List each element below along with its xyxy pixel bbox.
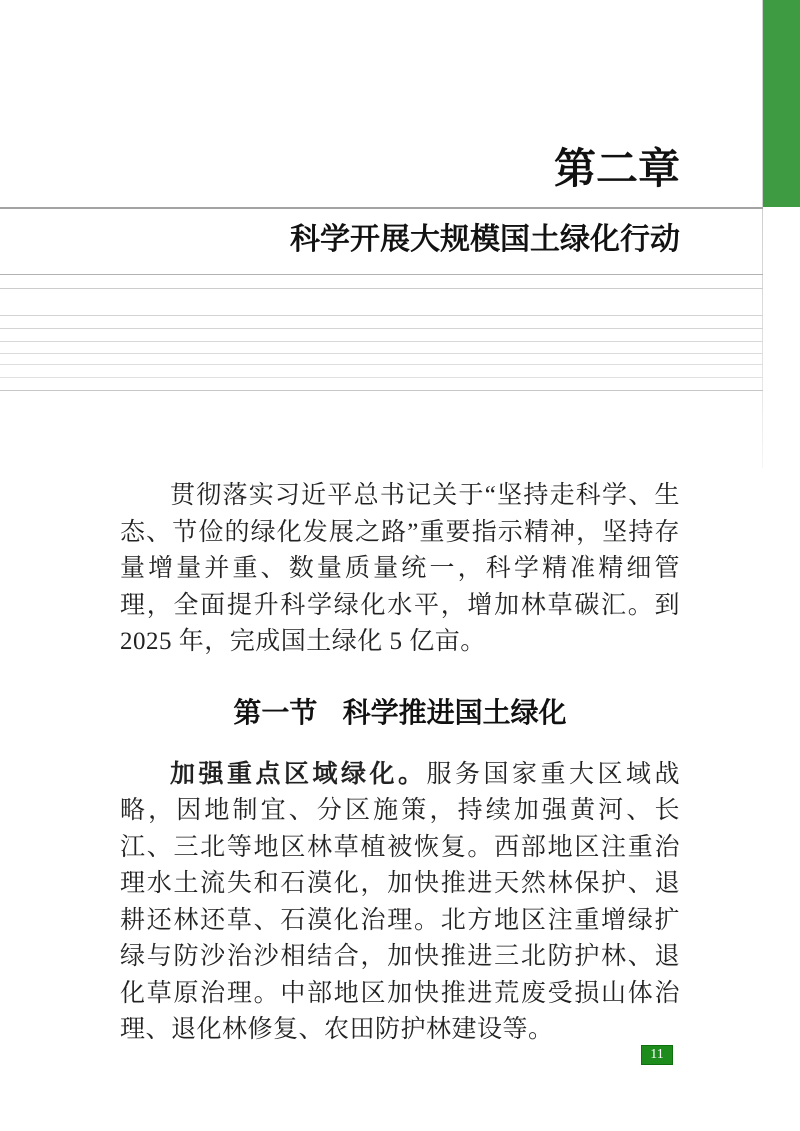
intro-paragraph: 贯彻落实习近平总书记关于“坚持走科学、生态、节俭的绿化发展之路”重要指示精神，坚持存量增量并重、数量质量统一，科学精准精细管理，全面提升科学绿化水平，增加林草碳汇。到 2025 年，完成国土绿化 5 亿亩。 <box>120 482 680 655</box>
paragraph-lead-bold: 加强重点区域绿化。 <box>170 760 427 788</box>
decorative-rule <box>0 315 763 316</box>
decorative-rule <box>0 364 763 365</box>
decorative-rule <box>0 207 763 209</box>
section-title: 科学推进国土绿化 <box>342 697 567 729</box>
decorative-rule <box>0 353 763 354</box>
chapter-title: 科学开展大规模国土绿化行动 <box>290 223 680 256</box>
section-part-label: 第一节 <box>233 697 318 729</box>
decorative-rule <box>0 288 763 289</box>
page-number-badge: 11 <box>641 1045 673 1065</box>
margin-divider-line <box>762 0 763 468</box>
decorative-rule <box>0 274 763 275</box>
decorative-rule <box>0 328 763 329</box>
chapter-accent-bar <box>763 0 800 207</box>
chapter-number: 第二章 <box>553 147 680 193</box>
paragraph-text: 服务国家重大区域战略，因地制宜、分区施策，持续加强黄河、长江、三北等地区林草植被恢复。西部地区注重治理水土流失和石漠化，加快推进天然林保护、退耕还林还草、石漠化治理。北方地区注重增绿扩绿与防沙治沙相结合，加快推进三北防护林、退化草原治理。中部地区加快推进荒废受损山体治理、退化林修复、农田防护林建设等。 <box>120 760 680 1043</box>
body-paragraph <box>120 757 680 1049</box>
decorative-rule <box>0 377 763 378</box>
decorative-rule <box>0 341 763 342</box>
decorative-rule <box>0 390 763 391</box>
body-column <box>120 478 680 1049</box>
section-heading <box>120 697 680 731</box>
